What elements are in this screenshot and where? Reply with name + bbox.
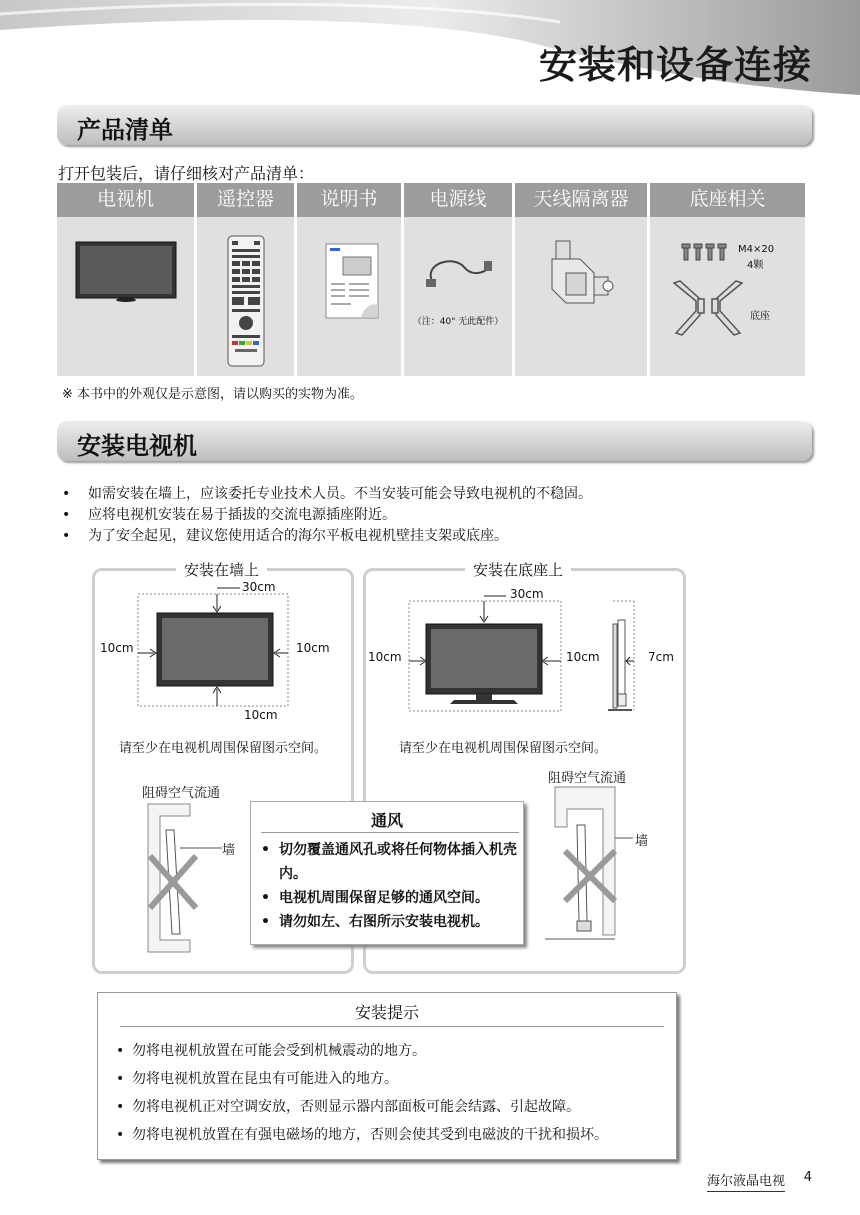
wall-mount-title: 安装在墙上 [176, 559, 267, 580]
stand-blocked-diagram [545, 785, 645, 945]
product-label: 电源线 [404, 183, 512, 217]
screw-count: 4颗 [747, 260, 764, 271]
ventilation-title: 通风 [370, 811, 403, 830]
product-antenna-isolator [515, 183, 647, 376]
stand-left-clearance: 10cm [368, 650, 402, 664]
manual-image [325, 243, 379, 319]
stand-side-clearance: 7cm [648, 650, 674, 664]
stand-mount-title: 安装在底座上 [465, 559, 571, 580]
power-cord-image [424, 253, 494, 293]
page-title: 安装和设备连接 [538, 43, 812, 87]
stand-blocked-label: 阻碍空气流通 [548, 771, 627, 786]
screws-image [680, 243, 730, 263]
base-image [670, 279, 746, 339]
product-manual [297, 183, 401, 376]
product-table [57, 183, 805, 376]
page-number: 4 [803, 1170, 812, 1185]
product-label: 电视机 [57, 183, 194, 217]
product-label: 底座相关 [650, 183, 805, 217]
product-label: 天线隔离器 [515, 183, 647, 217]
list-item: • 勿将电视机正对空调安放，否则显示器内部面板可能会结露、引起故障。 [116, 1093, 608, 1121]
install-bullets [62, 484, 592, 547]
screw-spec: M4×20 [738, 244, 775, 255]
section-header-product-list [57, 105, 812, 145]
stand-right-clearance: 10cm [566, 650, 600, 664]
list-item: • 为了安全起见，建议您使用适合的海尔平板电视机壁挂支架或底座。 [62, 526, 592, 547]
list-item: • 切勿覆盖通风孔或将任何物体插入机壳内。 [261, 838, 523, 886]
list-item: • 勿将电视机放置在可能会受到机械震动的地方。 [116, 1037, 608, 1065]
product-base [650, 183, 805, 376]
product-tv [57, 183, 194, 376]
appearance-note: ※ 本书中的外观仅是示意图，请以购买的实物为准。 [62, 387, 364, 402]
install-tips-list [116, 1037, 608, 1149]
list-item: • 应将电视机安装在易于插拔的交流电源插座附近。 [62, 505, 592, 526]
section-header-install-tv [57, 421, 812, 461]
ventilation-callout [250, 801, 524, 945]
tv-image [75, 241, 177, 305]
remote-image [227, 235, 265, 367]
wall-top-clearance: 30cm [242, 580, 276, 594]
stand-top-clearance: 30cm [510, 587, 544, 601]
divider [120, 1026, 664, 1027]
wall-bottom-clearance: 10cm [244, 708, 278, 722]
product-power-cord [404, 183, 512, 376]
power-cord-note: （注：40" 无此配件） [412, 317, 504, 327]
base-label: 底座 [750, 311, 770, 322]
section-title: 产品清单 [77, 116, 173, 144]
list-item: • 电视机周围保留足够的通风空间。 [261, 886, 523, 910]
ventilation-list [261, 838, 523, 934]
divider [261, 832, 519, 833]
stand-clearance-diagram [370, 590, 680, 720]
section-title: 安装电视机 [77, 432, 197, 460]
wall-wall-label: 墙 [222, 843, 236, 858]
antenna-isolator-image [550, 239, 614, 309]
install-tips-title: 安装提示 [354, 1003, 419, 1022]
wall-blocked-label: 阻碍空气流通 [142, 786, 221, 801]
wall-left-clearance: 10cm [100, 641, 134, 655]
product-label: 说明书 [297, 183, 401, 217]
intro-text: 打开包装后，请仔细核对产品清单： [58, 164, 315, 183]
footer-brand: 海尔液晶电视 [707, 1170, 785, 1192]
product-label: 遥控器 [197, 183, 294, 217]
wall-blocked-diagram [140, 800, 240, 960]
install-tips-box [97, 992, 677, 1160]
list-item: • 勿将电视机放置在有强电磁场的地方，否则会使其受到电磁波的干扰和损坏。 [116, 1121, 608, 1149]
wall-caption: 请至少在电视机周围保留图示空间。 [119, 741, 328, 756]
wall-right-clearance: 10cm [296, 641, 330, 655]
product-remote [197, 183, 294, 376]
stand-wall-label: 墙 [635, 834, 649, 849]
list-item: • 勿将电视机放置在昆虫有可能进入的地方。 [116, 1065, 608, 1093]
list-item: • 请勿如左、右图所示安装电视机。 [261, 910, 523, 934]
stand-caption: 请至少在电视机周围保留图示空间。 [399, 741, 608, 756]
list-item: • 如需安装在墙上，应该委托专业技术人员。不当安装可能会导致电视机的不稳固。 [62, 484, 592, 505]
